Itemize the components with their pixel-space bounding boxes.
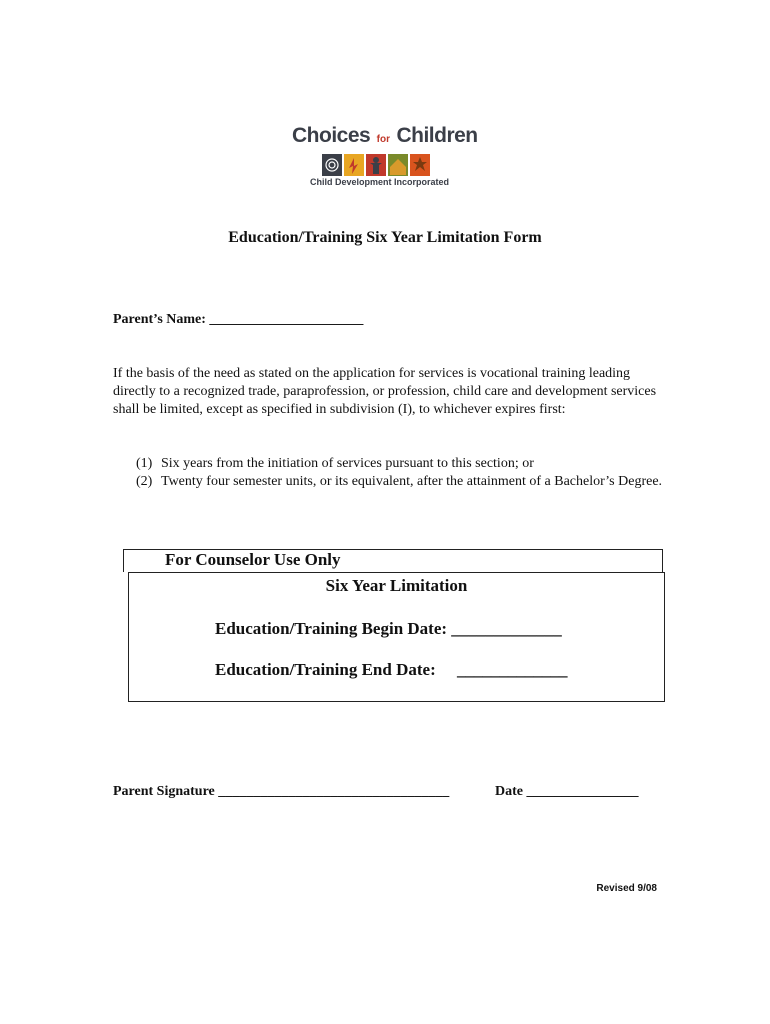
logo-tagline: Child Development Incorporated: [310, 177, 450, 187]
limitation-list: [136, 455, 666, 491]
counselor-header: For Counselor Use Only: [165, 550, 341, 569]
signature-date-field[interactable]: [495, 784, 639, 800]
logo-tiles-icon: [322, 154, 430, 176]
begin-date-field[interactable]: [215, 619, 562, 639]
list-item-number: (1): [136, 456, 153, 471]
begin-date-blank[interactable]: _____________: [451, 619, 562, 638]
logo-wordmark: [292, 124, 482, 148]
parent-signature-field[interactable]: [113, 784, 449, 800]
signature-date-label: Date: [495, 784, 523, 799]
form-title: Education/Training Six Year Limitation Form: [228, 229, 542, 246]
eligibility-paragraph: If the basis of the need as stated on the application for services is vocational training leading directly to a recognized trade, paraprofession, or profession, child care and development services shall be limited, except as specified in subdivision (I), to whichever expires first:: [113, 366, 657, 417]
parent-name-field[interactable]: [113, 312, 363, 328]
revision-note: Revised 9/08: [596, 883, 657, 894]
organization-logo: [288, 120, 488, 195]
list-item-text: Six years from the initiation of services pursuant to this section; or: [161, 456, 534, 471]
counselor-subtitle: Six Year Limitation: [325, 576, 468, 595]
parent-signature-label: Parent Signature: [113, 784, 215, 799]
signature-date-blank[interactable]: ________________: [526, 784, 639, 799]
list-item: [136, 455, 666, 473]
list-item-number: (2): [136, 474, 153, 489]
begin-date-label: Education/Training Begin Date:: [215, 619, 448, 638]
list-item-text: Twenty four semester units, or its equivalent, after the attainment of a Bachelor’s Degree.: [161, 474, 663, 489]
logo-word-for: for: [376, 134, 390, 145]
parent-name-blank[interactable]: ______________________: [209, 312, 364, 327]
logo-word-children: Children: [396, 124, 478, 147]
end-date-label: Education/Training End Date:: [215, 660, 436, 679]
parent-name-label: Parent’s Name:: [113, 312, 206, 327]
end-date-blank[interactable]: _____________: [456, 660, 568, 679]
end-date-field[interactable]: [215, 660, 567, 680]
parent-signature-blank[interactable]: _________________________________: [218, 784, 450, 799]
logo-word-choices: Choices: [292, 124, 371, 147]
list-item: [136, 473, 666, 491]
